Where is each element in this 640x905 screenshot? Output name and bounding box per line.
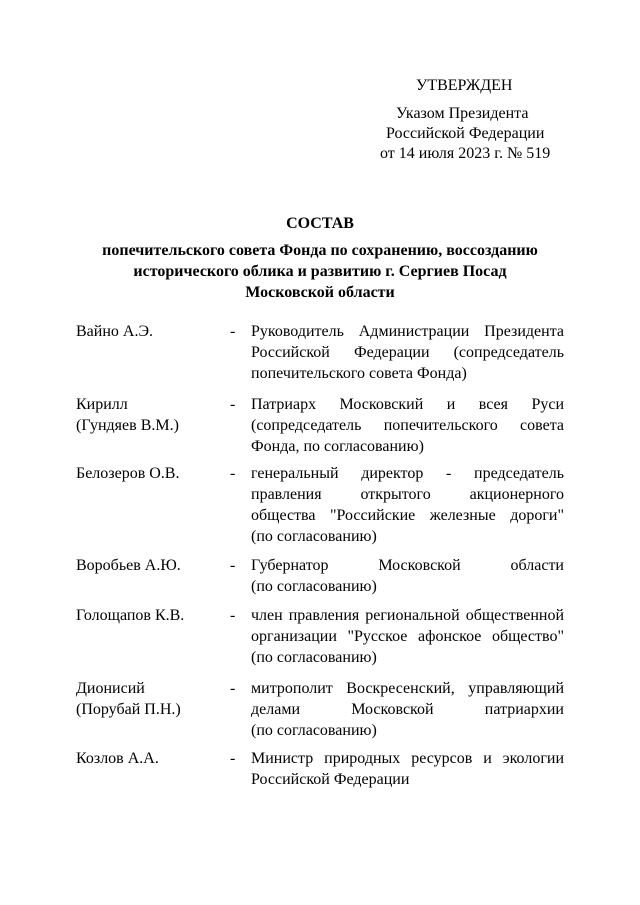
member-name bbox=[76, 605, 226, 626]
member-role-line: митрополит Воскресенский, управляющий bbox=[251, 680, 564, 697]
member-name-line: Вайно А.Э. bbox=[76, 323, 154, 340]
member-role-line: (по согласованию) bbox=[251, 722, 377, 739]
member-role-line: делами Московской патриархии bbox=[251, 701, 564, 718]
member-name bbox=[76, 321, 226, 342]
member-role-line: организации "Русское афонское общество" bbox=[251, 628, 564, 645]
member-role bbox=[251, 394, 564, 457]
member-role-line: Патриарх Московский и всея Руси bbox=[251, 396, 564, 413]
subtitle-line: исторического облика и развитию г. Сергиев Посад bbox=[133, 263, 507, 280]
member-dash: - bbox=[230, 680, 236, 697]
approval-federation-line: Российской Федерации bbox=[386, 125, 545, 142]
document-title: СОСТАВ bbox=[286, 215, 354, 232]
member-role-line: Министр природных ресурсов и экологии bbox=[251, 750, 564, 767]
member-name-line: Козлов А.А. bbox=[76, 750, 159, 767]
member-role-line: попечительского совета Фонда) bbox=[251, 365, 467, 382]
member-role-line: (по согласованию) bbox=[251, 649, 377, 666]
member-role bbox=[251, 678, 564, 741]
member-name bbox=[76, 748, 226, 769]
member-role-line: генеральный директор - председатель bbox=[251, 465, 564, 482]
member-name-line: Голощапов К.В. bbox=[76, 607, 185, 624]
subtitle-line: Московской области bbox=[245, 284, 395, 301]
document-subtitle bbox=[0, 240, 640, 303]
member-dash: - bbox=[230, 557, 236, 574]
member-role-line: Российской Федерации (сопредседатель bbox=[251, 344, 564, 361]
member-dash: - bbox=[230, 750, 236, 767]
member-role-line: Фонда, по согласованию) bbox=[251, 438, 424, 455]
member-name-line: Кирилл bbox=[76, 396, 128, 413]
member-role-line: (сопредседатель попечительского совета bbox=[251, 417, 564, 434]
member-dash: - bbox=[230, 465, 236, 482]
member-role bbox=[251, 555, 564, 597]
member-dash: - bbox=[230, 607, 236, 624]
approval-date-line: от 14 июля 2023 г. № 519 bbox=[380, 145, 551, 162]
member-name-line: Дионисий bbox=[76, 680, 145, 697]
member-name bbox=[76, 394, 226, 436]
member-role-line: (по согласованию) bbox=[251, 578, 377, 595]
approval-heading: УТВЕРЖДЕН bbox=[416, 77, 513, 94]
member-name bbox=[76, 555, 226, 576]
member-role bbox=[251, 321, 564, 384]
member-name bbox=[76, 463, 226, 484]
member-name-line: (Порубай П.Н.) bbox=[76, 701, 181, 718]
member-name bbox=[76, 678, 226, 720]
member-dash: - bbox=[230, 323, 236, 340]
subtitle-line: попечительского совета Фонда по сохранению, воссозданию bbox=[102, 242, 538, 259]
member-role-line: правления открытого акционерного bbox=[251, 486, 564, 503]
approval-decree-line: Указом Президента bbox=[396, 105, 529, 122]
member-role-line: общества "Российские железные дороги" bbox=[251, 507, 564, 524]
member-role bbox=[251, 605, 564, 668]
member-name-line: Воробьев А.Ю. bbox=[76, 557, 181, 574]
member-role-line: член правления региональной общественной bbox=[251, 607, 564, 624]
member-dash: - bbox=[230, 396, 236, 413]
member-role-line: Губернатор Московской области bbox=[251, 557, 564, 574]
member-role-line: Российской Федерации bbox=[251, 771, 410, 788]
member-role-line: Руководитель Администрации Президента bbox=[251, 323, 564, 340]
member-name-line: Белозеров О.В. bbox=[76, 465, 180, 482]
member-role bbox=[251, 748, 564, 790]
member-name-line: (Гундяев В.М.) bbox=[76, 417, 179, 434]
member-role-line: (по согласованию) bbox=[251, 528, 377, 545]
member-role bbox=[251, 463, 564, 547]
